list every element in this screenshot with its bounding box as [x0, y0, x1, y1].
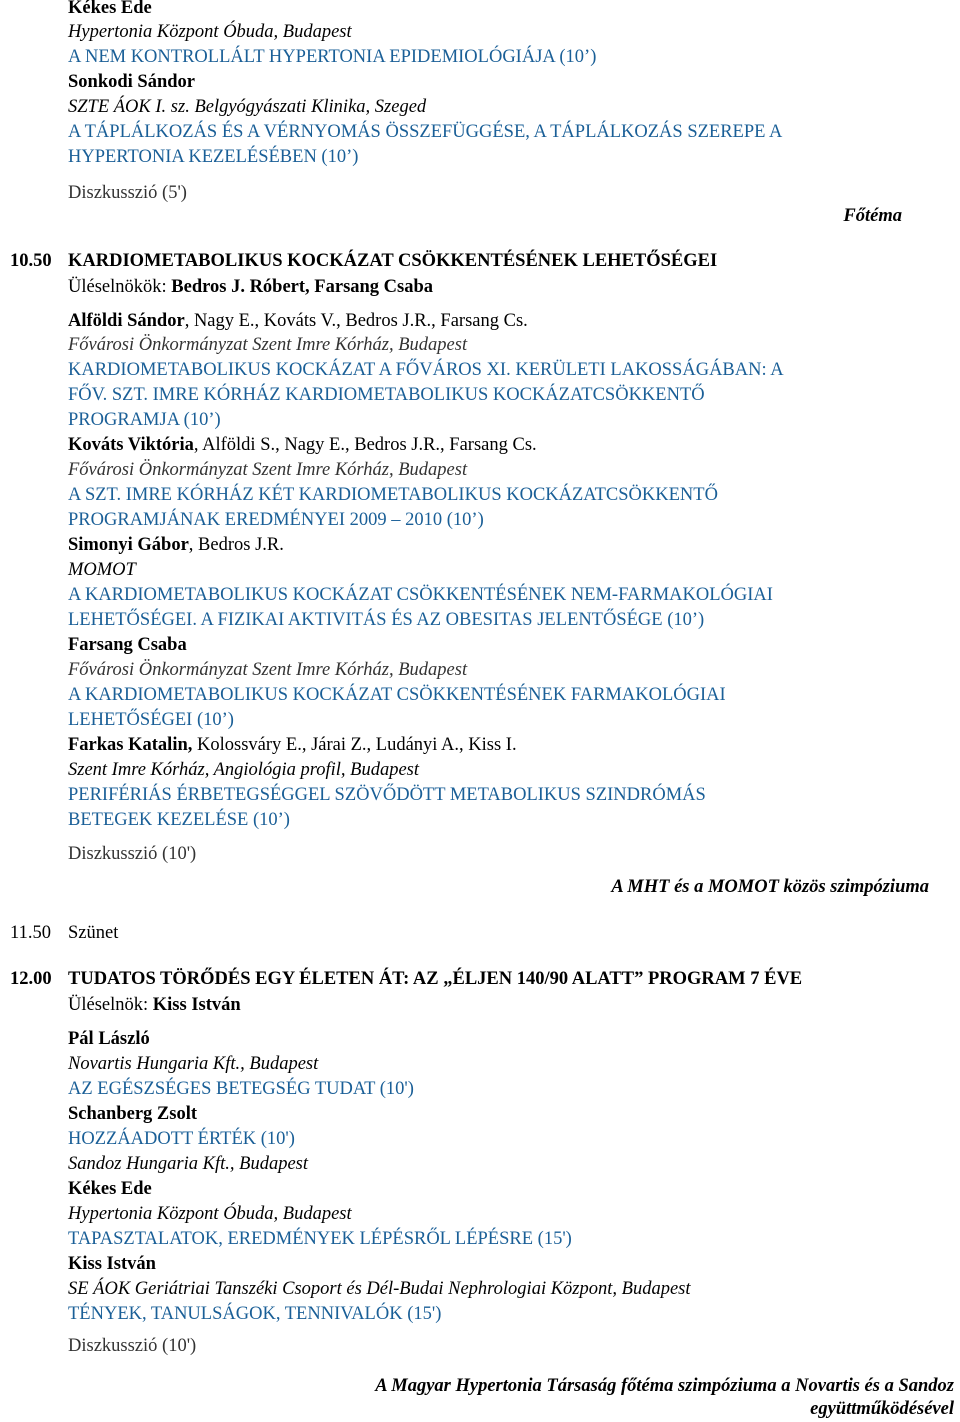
discussion: Diszkusszió (5') [68, 183, 187, 203]
speaker-name: Farsang Csaba [68, 635, 187, 655]
presenting-author: Farkas Katalin, [68, 735, 193, 755]
discussion: Diszkusszió (10') [68, 1336, 197, 1356]
speaker-name: Kékes Ede [68, 1179, 152, 1199]
talk-title: A KARDIOMETABOLIKUS KOCKÁZAT CSÖKKENTÉSÉNEK NEM-FARMAKOLÓGIAI [68, 585, 773, 605]
session-title: KARDIOMETABOLIKUS KOCKÁZAT CSÖKKENTÉSÉNEK LEHETŐSÉGEI [68, 251, 718, 271]
talk-title: A NEM KONTROLLÁLT HYPERTONIA EPIDEMIOLÓGIÁJA (10’) [68, 47, 597, 67]
talk-title: PROGRAMJÁNAK EREDMÉNYEI 2009 – 2010 (10’) [68, 510, 484, 530]
chairs-label: Üléselnök: [68, 995, 153, 1015]
talk-title: KARDIOMETABOLIKUS KOCKÁZAT A FŐVÁROS XI. KERÜLETI LAKOSSÁGÁBAN: A [68, 360, 784, 380]
speaker-name: Pál László [68, 1029, 150, 1049]
affiliation: Fővárosi Önkormányzat Szent Imre Kórház, Budapest [68, 460, 468, 480]
talk-title: HYPERTONIA KEZELÉSÉBEN (10’) [68, 147, 359, 167]
chairs-label: Üléselnökök: [68, 277, 172, 297]
session-time: 10.50 [10, 251, 52, 271]
affiliation: Hypertonia Központ Óbuda, Budapest [68, 22, 352, 42]
presenting-author: Kováts Viktória [68, 435, 194, 455]
authors [68, 734, 517, 756]
talk-title: AZ EGÉSZSÉGES BETEGSÉG TUDAT (10') [68, 1079, 414, 1099]
talk-title: PERIFÉRIÁS ÉRBETEGSÉGGEL SZÖVŐDÖTT METABOLIKUS SZINDRÓMÁS [68, 785, 706, 805]
authors [68, 534, 284, 556]
chairs [68, 276, 433, 298]
authors [68, 434, 537, 456]
talk-title: LEHETŐSÉGEI (10’) [68, 710, 234, 730]
session-time: 12.00 [10, 969, 52, 989]
talk-title: BETEGEK KEZELÉSE (10’) [68, 810, 290, 830]
affiliation: Fővárosi Önkormányzat Szent Imre Kórház, Budapest [68, 335, 468, 355]
presenting-author: Alföldi Sándor [68, 311, 185, 331]
talk-title: LEHETŐSÉGEI. A FIZIKAI AKTIVITÁS ÉS AZ OBESITAS JELENTŐSÉGE (10’) [68, 610, 705, 630]
speaker-name: Kiss István [68, 1254, 156, 1274]
co-authors: , Bedros J.R. [188, 535, 284, 555]
talk-title: TAPASZTALATOK, EREDMÉNYEK LÉPÉSRŐL LÉPÉSRE (15') [68, 1229, 572, 1249]
discussion: Diszkusszió (10') [68, 844, 197, 864]
talk-title: A SZT. IMRE KÓRHÁZ KÉT KARDIOMETABOLIKUS KOCKÁZATCSÖKKENTŐ [68, 485, 718, 505]
talk-title: PROGRAMJA (10’) [68, 410, 221, 430]
co-authors: , Alföldi S., Nagy E., Bedros J.R., Farsang Cs. [193, 435, 537, 455]
sponsor-note: együttműködésével [810, 1399, 954, 1419]
session-title: TUDATOS TÖRŐDÉS EGY ÉLETEN ÁT: AZ „ÉLJEN 140/90 ALATT” PROGRAM 7 ÉVE [68, 969, 803, 989]
affiliation: Szent Imre Kórház, Angiológia profil, Budapest [68, 760, 419, 780]
co-authors: , Nagy E., Kováts V., Bedros J.R., Farsang Cs. [184, 311, 528, 331]
affiliation: MOMOT [68, 560, 136, 580]
speaker-name: Schanberg Zsolt [68, 1104, 198, 1124]
authors [68, 310, 528, 332]
affiliation: Sandoz Hungaria Kft., Budapest [68, 1154, 308, 1174]
talk-title: A TÁPLÁLKOZÁS ÉS A VÉRNYOMÁS ÖSSZEFÜGGÉSE, A TÁPLÁLKOZÁS SZEREPE A [68, 122, 783, 142]
affiliation: SZTE ÁOK I. sz. Belgyógyászati Klinika, Szeged [68, 97, 427, 117]
chairs-names: Bedros J. Róbert, Farsang Csaba [171, 277, 434, 297]
co-authors: Kolossváry E., Járai Z., Ludányi A., Kiss I. [192, 735, 517, 755]
affiliation: SE ÁOK Geriátriai Tanszéki Csoport és Dél-Budai Nephrologiai Központ, Budapest [68, 1279, 691, 1299]
affiliation: Novartis Hungaria Kft., Budapest [68, 1054, 319, 1074]
talk-title: FŐV. SZT. IMRE KÓRHÁZ KARDIOMETABOLIKUS KOCKÁZATCSÖKKENTŐ [68, 385, 705, 405]
sponsor-note: A Magyar Hypertonia Társaság főtéma szimpóziuma a Novartis és a Sandoz [375, 1376, 954, 1396]
affiliation: Fővárosi Önkormányzat Szent Imre Kórház, Budapest [68, 660, 468, 680]
speaker-name: Sonkodi Sándor [68, 72, 195, 92]
symposium-note: A MHT és a MOMOT közös szimpóziuma [611, 877, 929, 897]
presenting-author: Simonyi Gábor [68, 535, 189, 555]
affiliation: Hypertonia Központ Óbuda, Budapest [68, 1204, 352, 1224]
speaker-name: Kékes Ede [68, 0, 152, 18]
chairs-names: Kiss István [152, 995, 241, 1015]
chairs [68, 994, 241, 1016]
talk-title: HOZZÁADOTT ÉRTÉK (10') [68, 1129, 295, 1149]
talk-title: A KARDIOMETABOLIKUS KOCKÁZAT CSÖKKENTÉSÉNEK FARMAKOLÓGIAI [68, 685, 726, 705]
main-topic-label: Főtéma [843, 206, 902, 226]
break-label: Szünet [68, 923, 119, 943]
talk-title: TÉNYEK, TANULSÁGOK, TENNIVALÓK (15') [68, 1304, 442, 1324]
session-time: 11.50 [10, 923, 51, 943]
